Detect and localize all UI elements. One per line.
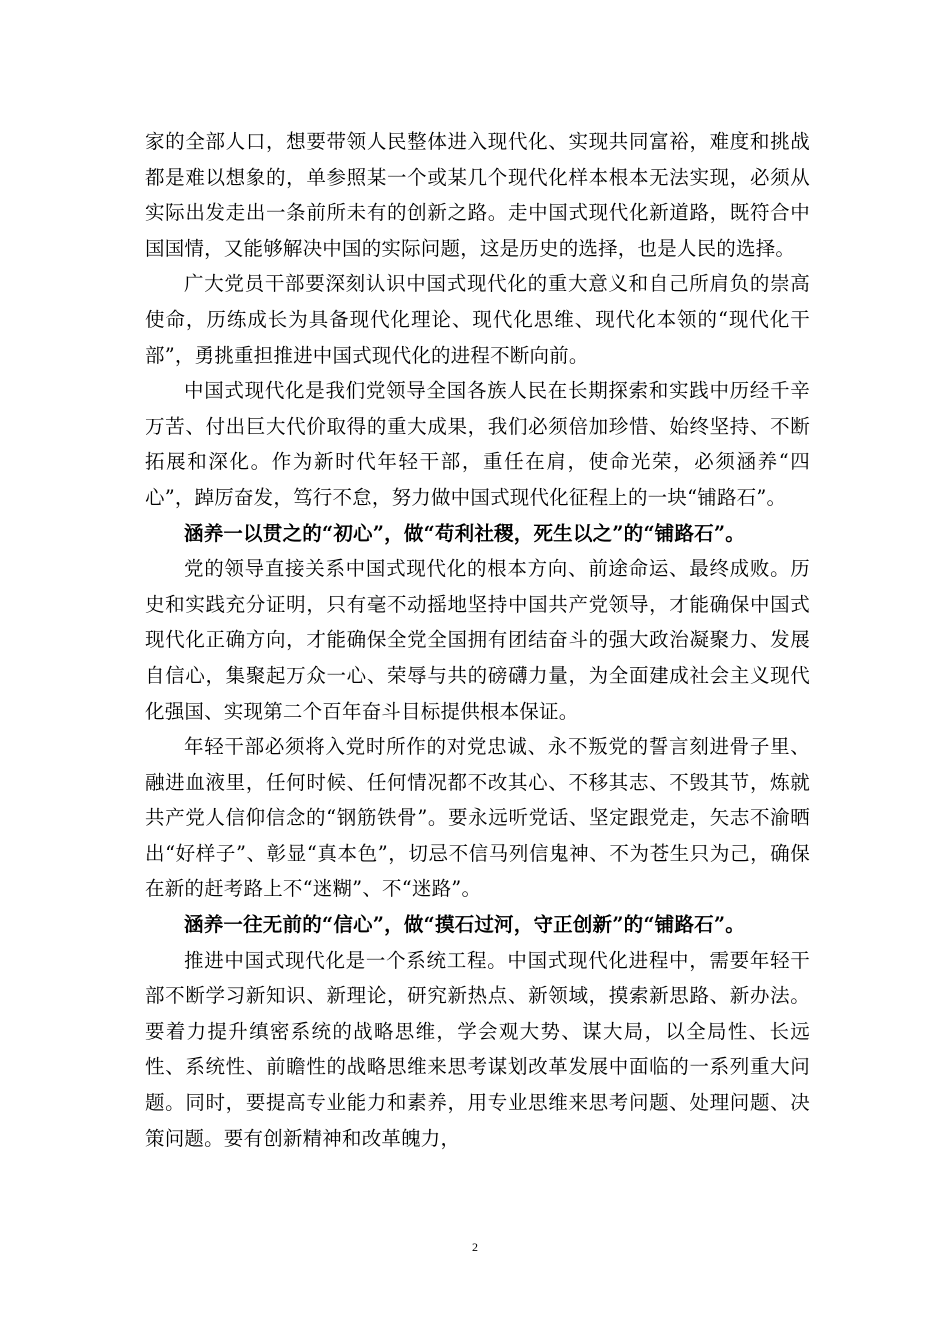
paragraph: 年轻干部必须将入党时所作的对党忠诚、永不叛党的誓言刻进骨子里、融进血液里，任何时候、任何情况都不改其心、不移其志、不毁其节，炼就共产党人信仰信念的“钢筋铁骨”。要永远听党话、坚定跟党走，矢志不渝晒出“好样子”、彰显“真本色”，切忌不信马列信鬼神、不为苍生只为己，确保在新的赶考路上不“迷糊”、不“迷路”。 [145,735,810,901]
document-body [145,124,810,1156]
page-number: 2 [472,1240,478,1254]
paragraph: 推进中国式现代化是一个系统工程。中国式现代化进程中，需要年轻干部不断学习新知识、新理论，研究新热点、新领域，摸索新思路、新办法。要着力提升缜密系统的战略思维，学会观大势、谋大局，以全局性、长远性、系统性、前瞻性的战略思维来思考谋划改革发展中面临的一系列重大问题。同时，要提高专业能力和素养，用专业思维来思考问题、处理问题、决策问题。要有创新精神和改革魄力， [145,948,810,1150]
section-heading: 涵养一往无前的“信心”，做“摸石过河，守正创新”的“铺路石”。 [184,913,745,937]
section-heading: 涵养一以贯之的“初心”，做“苟利社稷，死生以之”的“铺路石”。 [184,521,745,545]
paragraph: 党的领导直接关系中国式现代化的根本方向、前途命运、最终成败。历史和实践充分证明，只有毫不动摇地坚持中国共产党领导，才能确保中国式现代化正确方向，才能确保全党全国拥有团结奋斗的强大政治凝聚力、发展自信心，集聚起万众一心、荣辱与共的磅礴力量，为全面建成社会主义现代化强国、实现第二个百年奋斗目标提供根本保证。 [145,557,810,723]
paragraph: 中国式现代化是我们党领导全国各族人民在长期探索和实践中历经千辛万苦、付出巨大代价取得的重大成果，我们必须倍加珍惜、始终坚持、不断拓展和深化。作为新时代年轻干部，重任在肩，使命光荣，必须涵养“四心”，踔厉奋发，笃行不怠，努力做中国式现代化征程上的一块“铺路石”。 [145,379,810,509]
paragraph: 广大党员干部要深刻认识中国式现代化的重大意义和自己所肩负的崇高使命，历练成长为具备现代化理论、现代化思维、现代化本领的“现代化干部”，勇挑重担推进中国式现代化的进程不断向前。 [145,272,810,367]
paragraph-continuation: 家的全部人口，想要带领人民整体进入现代化、实现共同富裕，难度和挑战都是难以想象的，单参照某一个或某几个现代化样本根本无法实现，必须从实际出发走出一条前所未有的创新之路。走中国式现代化新道路，既符合中国国情，又能够解决中国的实际问题，这是历史的选择，也是人民的选择。 [145,130,810,260]
